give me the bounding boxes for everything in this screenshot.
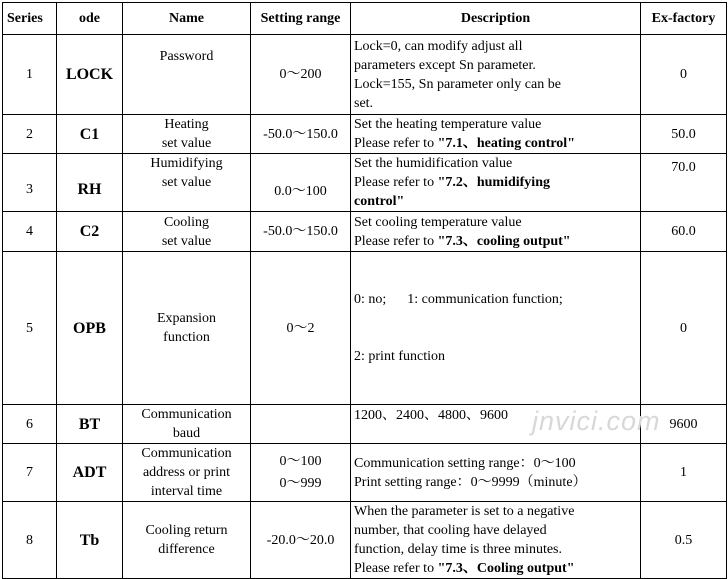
name-cell (123, 35, 251, 115)
name-line: set value (161, 136, 212, 151)
description-line (354, 134, 640, 153)
factory-cell: 50.0 (641, 115, 727, 154)
name-text: Password (159, 49, 214, 64)
name-cell (123, 444, 251, 502)
header-name: Name (123, 3, 251, 35)
description-cell (351, 444, 641, 502)
description-line: 0: no; 1: communication function; (354, 292, 563, 307)
table-row (3, 154, 727, 212)
description-cell (351, 115, 641, 154)
table-row (3, 252, 727, 405)
name-line: Communication (141, 446, 232, 461)
name-cell (123, 502, 251, 579)
code-cell: C2 (57, 212, 123, 252)
header-row (3, 3, 727, 35)
table-row (3, 502, 727, 579)
table-row (3, 115, 727, 154)
name-cell (123, 154, 251, 212)
series-cell: 4 (3, 212, 57, 252)
series-cell: 7 (3, 444, 57, 502)
name-line: set value (161, 175, 212, 190)
series-cell: 5 (3, 252, 57, 405)
factory-cell: 60.0 (641, 212, 727, 252)
description-reference: "7.2、humidifying (437, 175, 550, 190)
factory-cell: 0.5 (641, 502, 727, 579)
header-factory: Ex-factory (641, 3, 727, 35)
description-line (354, 559, 640, 578)
table-row (3, 405, 727, 444)
factory-cell: 0 (641, 35, 727, 115)
name-line: Heating (164, 117, 209, 132)
header-code: ode (57, 3, 123, 35)
description-line: 2: print function (354, 349, 445, 364)
description-text: Please refer to (354, 136, 438, 151)
description-text: Please refer to (354, 233, 438, 249)
name-line: address or print (142, 465, 231, 480)
name-line: Humidifying (150, 156, 223, 171)
description-cell (351, 502, 641, 579)
description-cell (351, 35, 641, 115)
description-line: Print setting range：0～9999（minute） (354, 474, 587, 490)
description-line: 1200、2400、4800、9600 (354, 408, 508, 423)
description-line: number, that cooling have delayed (354, 523, 547, 538)
factory-cell: 1 (641, 444, 727, 502)
description-line: Set the heating temperature value (354, 117, 542, 132)
factory-cell: 9600 (641, 405, 727, 444)
series-cell: 3 (3, 154, 57, 212)
name-line: baud (172, 426, 201, 441)
description-line (354, 192, 640, 211)
description-line: Set cooling temperature value (354, 214, 522, 230)
description-cell (351, 154, 641, 212)
watermark: jnvici.com (532, 406, 661, 436)
description-reference: "7.1、heating control" (437, 136, 575, 151)
name-line: difference (158, 542, 215, 557)
description-line: Communication setting range：0～100 (354, 455, 576, 471)
code-cell: Tb (57, 502, 123, 579)
name-line: function (163, 330, 210, 345)
description-cell (351, 252, 641, 405)
range-cell: 0.0～100 (251, 154, 351, 212)
table-row (3, 35, 727, 115)
range-cell: -20.0～20.0 (251, 502, 351, 579)
description-line: Lock=0, can modify adjust all (354, 38, 523, 54)
name-line: Cooling (163, 214, 210, 230)
description-line: Lock=155, Sn parameter only can be (354, 76, 561, 92)
description-line: set. (354, 95, 374, 111)
range-line: 0～999 (279, 476, 322, 491)
header-range: Setting range (251, 3, 351, 35)
name-cell (123, 405, 251, 444)
code-cell: ADT (57, 444, 123, 502)
table-row (3, 212, 727, 252)
header-description: Description (351, 3, 641, 35)
name-line: set value (161, 233, 212, 249)
name-cell (123, 252, 251, 405)
parameter-table (2, 2, 727, 579)
range-cell: 0～2 (251, 252, 351, 405)
description-text: Please refer to (354, 561, 438, 576)
code-cell: BT (57, 405, 123, 444)
description-cell (351, 405, 641, 444)
factory-cell: 70.0 (641, 154, 727, 212)
name-cell (123, 212, 251, 252)
header-series: Series (3, 3, 57, 35)
range-cell (251, 405, 351, 444)
description-line: function, delay time is three minutes. (354, 542, 563, 557)
description-line: When the parameter is set to a negative (354, 504, 575, 519)
range-cell: 0～200 (251, 35, 351, 115)
name-cell (123, 115, 251, 154)
description-text: Please refer to (354, 175, 438, 190)
name-line: Cooling return (145, 523, 228, 538)
range-line: 0～100 (279, 454, 322, 469)
description-line: parameters except Sn parameter. (354, 57, 536, 73)
description-reference: "7.3、cooling output" (437, 233, 571, 249)
range-cell: -50.0～150.0 (251, 115, 351, 154)
description-line (354, 173, 640, 192)
code-cell: C1 (57, 115, 123, 154)
range-cell (251, 444, 351, 502)
code-cell: LOCK (57, 35, 123, 115)
series-cell: 1 (3, 35, 57, 115)
description-cell (351, 212, 641, 252)
series-cell: 8 (3, 502, 57, 579)
code-cell: RH (57, 154, 123, 212)
code-cell: OPB (57, 252, 123, 405)
description-reference: control" (354, 194, 405, 209)
name-line: interval time (150, 484, 223, 499)
series-cell: 6 (3, 405, 57, 444)
range-cell: -50.0～150.0 (251, 212, 351, 252)
name-line: Communication (141, 407, 232, 422)
name-line: Expansion (156, 311, 217, 326)
description-reference: "7.3、Cooling output" (437, 561, 575, 576)
description-line: Set the humidification value (354, 156, 513, 171)
factory-cell: 0 (641, 252, 727, 405)
description-line (354, 232, 640, 251)
series-cell: 2 (3, 115, 57, 154)
table-row (3, 444, 727, 502)
